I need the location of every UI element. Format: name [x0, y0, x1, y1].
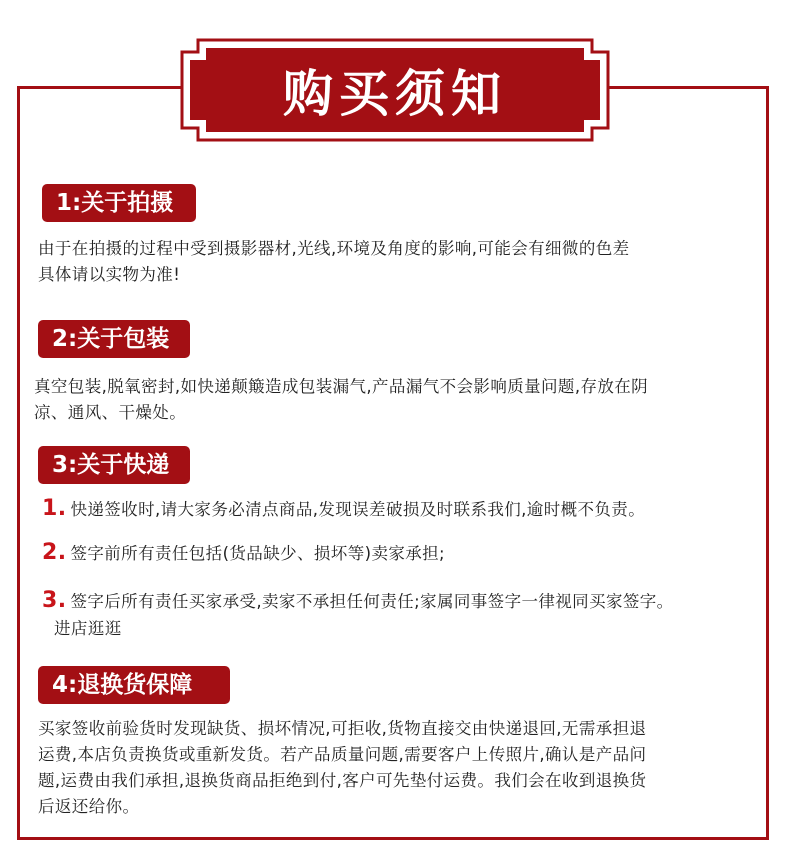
delivery-item-3	[42, 586, 674, 617]
enter-shop-text: 进店逛逛	[54, 619, 122, 638]
section-returns-text	[38, 716, 646, 820]
text-line: 题,运费由我们承担,退换货商品拒绝到付,客户可先垫付运费。我们会在收到退换货	[38, 771, 647, 790]
delivery-item-2	[42, 538, 445, 569]
section-shooting-text	[38, 236, 630, 288]
section-tag-returns: 4:退换货保障	[38, 666, 230, 704]
text-line: 买家签收前验货时发现缺货、损坏情况,可拒收,货物直接交由快递退回,无需承担退	[38, 719, 647, 738]
section-tag-packaging: 2:关于包装	[38, 320, 190, 358]
section-tag-shooting: 1:关于拍摄	[42, 184, 196, 222]
item-text: 签字后所有责任买家承受,卖家不承担任何责任;家属同事签字一律视同买家签字。	[70, 592, 674, 611]
text-line: 真空包装,脱氧密封,如快递颠簸造成包装漏气,产品漏气不会影响质量问题,存放在阴	[34, 377, 649, 396]
item-number: 3.	[42, 588, 67, 613]
text-line: 后返还给你。	[38, 797, 140, 816]
section-packaging-text	[34, 374, 648, 426]
item-number: 1.	[42, 496, 67, 521]
item-text: 快递签收时,请大家务必清点商品,发现误差破损及时联系我们,逾时概不负责。	[70, 500, 646, 519]
item-number: 2.	[42, 540, 67, 565]
item-text: 签字前所有责任包括(货品缺少、损坏等)卖家承担;	[70, 544, 446, 563]
delivery-item-1	[42, 494, 645, 525]
text-line: 凉、通风、干燥处。	[34, 403, 187, 422]
text-line: 运费,本店负责换货或重新发货。若产品质量问题,需要客户上传照片,确认是产品问	[38, 745, 647, 764]
section-tag-delivery: 3:关于快递	[38, 446, 190, 484]
page-title: 购买须知	[283, 65, 507, 123]
text-line: 由于在拍摄的过程中受到摄影器材,光线,环境及角度的影响,可能会有细微的色差	[38, 239, 630, 258]
title-banner	[176, 34, 614, 146]
text-line: 具体请以实物为准!	[38, 265, 181, 284]
